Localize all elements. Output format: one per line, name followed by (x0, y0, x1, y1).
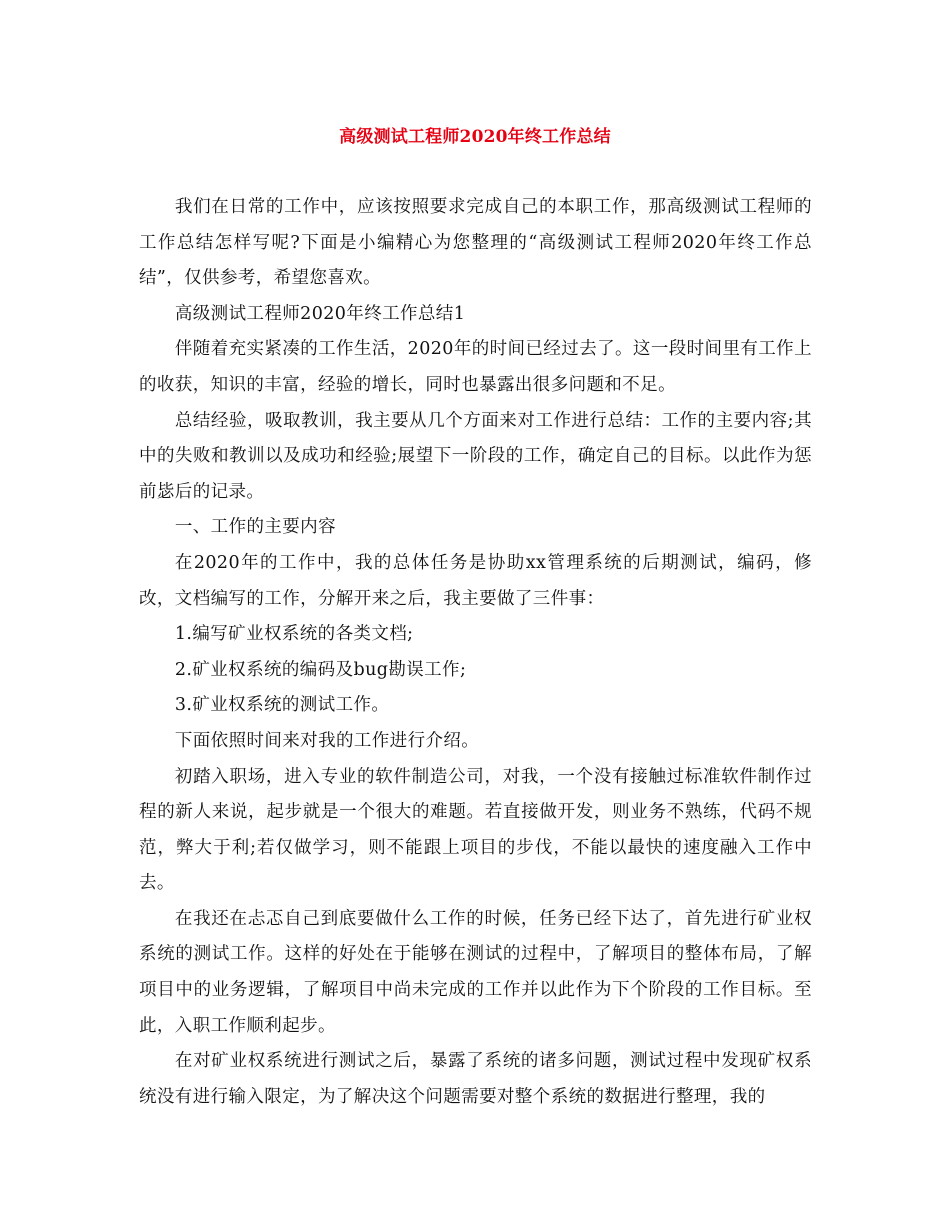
list-item: 3.矿业权系统的测试工作。 (174, 695, 390, 716)
paragraph: 伴随着充实紧凑的工作生活，2020年的时间已经过去了。这一段时间里有工作上的收获，知识的丰富，经验的增长，同时也暴露出很多问题和不足。 (139, 339, 812, 395)
document-title: 高级测试工程师2020年终工作总结 (339, 127, 611, 147)
paragraph: 在2020年的工作中，我的总体任务是协助xx管理系统的后期测试，编码，修改，文档编写的工作，分解开来之后，我主要做了三件事： (139, 552, 812, 609)
paragraph: 在对矿业权系统进行测试之后，暴露了系统的诸多问题，测试过程中发现矿权系统没有进行输入限定，为了解决这个问题需要对整个系统的数据进行整理，我的 (139, 1051, 812, 1107)
paragraph: 在我还在忐忑自己到底要做什么工作的时候，任务已经下达了，首先进行矿业权系统的测试工作。这样的好处在于能够在测试的过程中，了解项目的整体布局，了解项目中的业务逻辑，了解项目中尚未完成的工作并以此作为下个阶段的工作目标。至此，入职工作顺利起步。 (139, 908, 812, 1036)
document-body (139, 190, 812, 1115)
paragraph: 初踏入职场，进入专业的软件制造公司，对我，一个没有接触过标准软件制作过程的新人来说，起步就是一个很大的难题。若直接做开发，则业务不熟练，代码不规范，弊大于利;若仅做学习，则不能跟上项目的步伐，不能以最快的速度融入工作中去。 (139, 766, 812, 894)
list-item: 1.编写矿业权系统的各类文档; (174, 624, 414, 645)
list-item: 2.矿业权系统的编码及bug勘误工作; (174, 659, 467, 680)
paragraph: 总结经验，吸取教训，我主要从几个方面来对工作进行总结：工作的主要内容;其中的失败和教训以及成功和经验;展望下一阶段的工作，确定自己的目标。以此作为惩前毖后的记录。 (139, 410, 812, 502)
paragraph-heading: 一、工作的主要内容 (174, 517, 336, 538)
paragraph-intro: 我们在日常的工作中，应该按照要求完成自己的本职工作，那高级测试工程师的工作总结怎样写呢?下面是小编精心为您整理的“高级测试工程师2020年终工作总结”，仅供参考，希望您喜欢。 (139, 197, 812, 289)
paragraph: 下面依照时间来对我的工作进行介绍。 (174, 730, 480, 751)
paragraph-section-heading: 高级测试工程师2020年终工作总结1 (174, 303, 466, 324)
